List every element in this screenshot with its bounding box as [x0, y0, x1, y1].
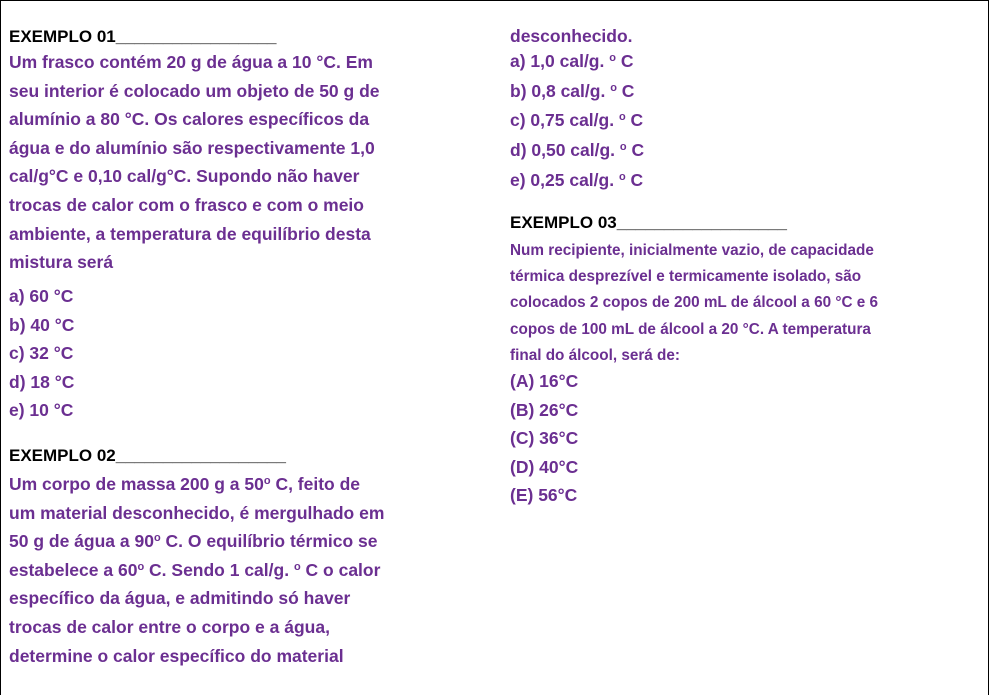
- exemplo-01-options: [9, 282, 479, 425]
- statement-line: um material desconhecido, é mergulhado em: [9, 502, 385, 523]
- statement-line: 50 g de água a 90$^o$ C. O equilíbrio térmico se: [9, 531, 378, 552]
- option-e: (E) 56°C: [510, 485, 578, 506]
- statement-line: Num recipiente, inicialmente vazio, de capacidade: [510, 242, 874, 259]
- exemplo-03-options: [510, 367, 980, 510]
- option-b: b) 0,8 cal/g. $^o$ C: [510, 80, 635, 101]
- statement-line: Um corpo de massa 200 g a 50$^o$ C, feito de: [9, 474, 361, 494]
- option-d: d) 18 °C: [9, 371, 75, 392]
- option-b: b) 40 °C: [9, 314, 75, 335]
- statement-line: mistura será: [9, 252, 114, 273]
- statement-line: cal/g°C e 0,10 cal/g°C. Supondo não haver: [9, 166, 360, 187]
- option-e: e) 0,25 cal/g. $^o$ C: [510, 169, 644, 190]
- exemplo-02-heading: EXEMPLO 02__________________: [9, 446, 286, 465]
- option-d: (D) 40°C: [510, 456, 579, 477]
- exemplo-01-statement: [9, 48, 479, 277]
- exemplo-02-statement: [9, 470, 479, 670]
- option-a: a) 1,0 cal/g. $^o$ C: [510, 51, 634, 71]
- statement-line: térmica desprezível e termicamente isolado, são: [510, 268, 862, 286]
- exemplo-01-heading: EXEMPLO 01_________________: [9, 27, 277, 46]
- statement-line: desconhecido.: [510, 26, 633, 46]
- option-c: c) 32 °C: [9, 343, 74, 364]
- statement-line: trocas de calor entre o corpo e a água,: [9, 616, 330, 637]
- option-b: (B) 26°C: [510, 399, 579, 420]
- statement-line: determine o calor específico do material: [9, 645, 344, 666]
- exemplo-03-statement: [510, 238, 980, 369]
- option-c: c) 0,75 cal/g. $^o$ C: [510, 110, 644, 131]
- statement-line: copos de 100 mL de álcool a 20 °C. A temperatura: [510, 320, 871, 338]
- statement-line: Um frasco contém 20 g de água a 10 °C. Em: [9, 52, 373, 72]
- statement-line: seu interior é colocado um objeto de 50 g de: [9, 80, 380, 101]
- statement-line: colocados 2 copos de 200 mL de álcool a 60 °C e 6: [510, 294, 879, 312]
- statement-line: trocas de calor com o frasco e com o meio: [9, 194, 364, 215]
- statement-line: alumínio a 80 °C. Os calores específicos da: [9, 109, 370, 130]
- statement-line: específico da água, e admitindo só haver: [9, 588, 351, 609]
- option-e: e) 10 °C: [9, 400, 74, 421]
- exemplo-02-options: [510, 47, 980, 196]
- statement-line: água e do alumínio são respectivamente 1,0: [9, 137, 375, 158]
- exemplo-03-heading: EXEMPLO 03__________________: [510, 213, 787, 232]
- statement-line: estabelece a 60$^o$ C. Sendo 1 cal/g. $^o$ C o calor: [9, 559, 381, 580]
- option-d: d) 0,50 cal/g. $^o$ C: [510, 140, 645, 161]
- statement-line: ambiente, a temperatura de equilíbrio desta: [9, 223, 371, 244]
- statement-line: final do álcool, será de:: [510, 346, 681, 364]
- option-c: (C) 36°C: [510, 428, 579, 449]
- option-a: a) 60 °C: [9, 286, 74, 306]
- option-a: (A) 16°C: [510, 371, 579, 391]
